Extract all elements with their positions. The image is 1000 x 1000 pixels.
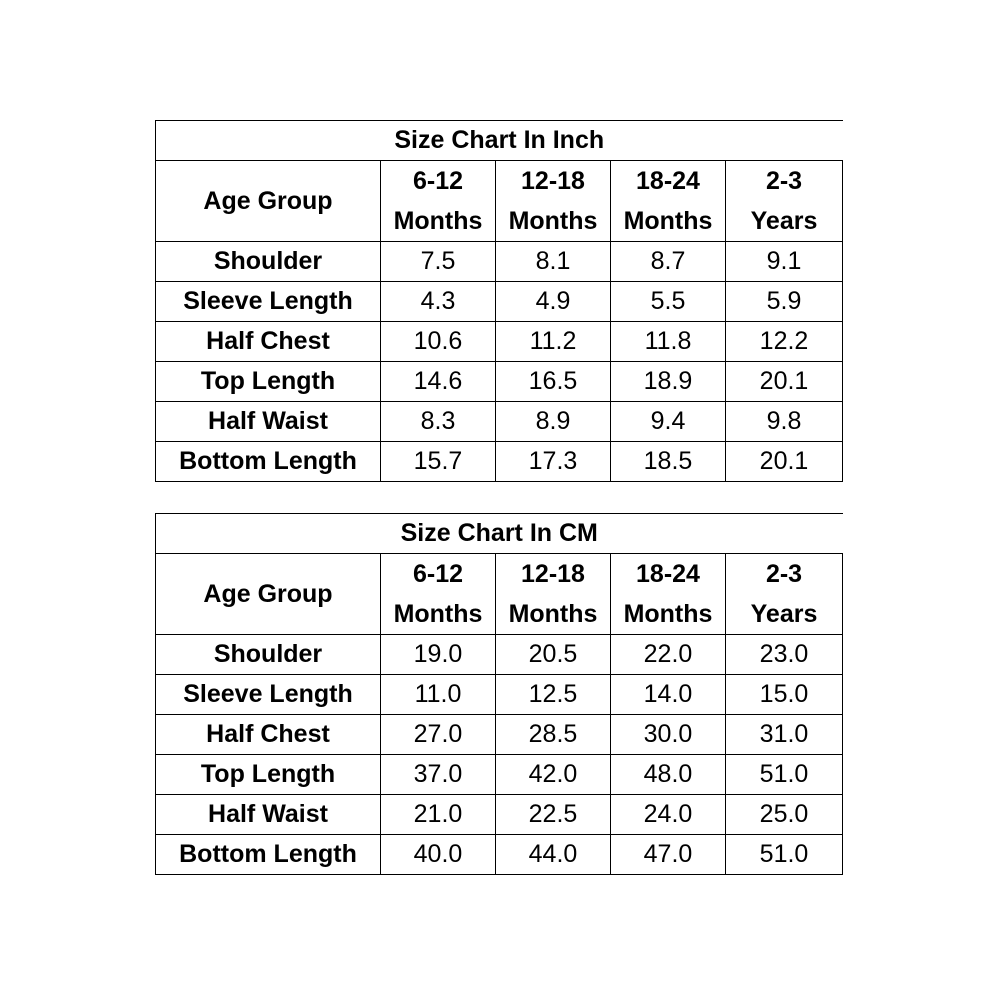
column-header-line1: 2-3 bbox=[765, 167, 803, 195]
table-row bbox=[156, 322, 843, 362]
row-label: Half Chest bbox=[156, 715, 381, 755]
column-header-line2: Months bbox=[623, 207, 713, 235]
table-cell: 9.4 bbox=[611, 402, 726, 442]
table-cell: 22.5 bbox=[496, 795, 611, 835]
table-cell: 23.0 bbox=[726, 635, 843, 675]
table-cell: 21.0 bbox=[381, 795, 496, 835]
table-cell: 28.5 bbox=[496, 715, 611, 755]
table-row bbox=[156, 402, 843, 442]
row-label: Top Length bbox=[156, 362, 381, 402]
row-label: Sleeve Length bbox=[156, 282, 381, 322]
table-cell: 4.9 bbox=[496, 282, 611, 322]
row-label: Half Waist bbox=[156, 402, 381, 442]
table-title: Size Chart In Inch bbox=[156, 121, 843, 161]
column-header-line2: Years bbox=[750, 207, 818, 235]
row-label: Bottom Length bbox=[156, 835, 381, 875]
table-row bbox=[156, 715, 843, 755]
table-cell: 15.0 bbox=[726, 675, 843, 715]
column-header-line2: Months bbox=[508, 207, 598, 235]
table-row bbox=[156, 242, 843, 282]
table-cell: 12.5 bbox=[496, 675, 611, 715]
column-header-line1: 18-24 bbox=[636, 560, 700, 588]
column-header-line1: 2-3 bbox=[765, 560, 803, 588]
table-cell: 24.0 bbox=[611, 795, 726, 835]
table-header-row bbox=[156, 554, 843, 635]
age-group-header: Age Group bbox=[156, 554, 381, 635]
table-row bbox=[156, 795, 843, 835]
table-cell: 25.0 bbox=[726, 795, 843, 835]
table-cell: 9.8 bbox=[726, 402, 843, 442]
size-chart-cm-table bbox=[155, 513, 843, 875]
table-cell: 20.5 bbox=[496, 635, 611, 675]
table-cell: 44.0 bbox=[496, 835, 611, 875]
row-label: Shoulder bbox=[156, 242, 381, 282]
column-header bbox=[496, 554, 611, 635]
column-header-line2: Months bbox=[623, 600, 713, 628]
row-label: Shoulder bbox=[156, 635, 381, 675]
column-header-line1: 12-18 bbox=[521, 560, 585, 588]
table-cell: 9.1 bbox=[726, 242, 843, 282]
table-cell: 16.5 bbox=[496, 362, 611, 402]
column-header-line2: Years bbox=[750, 600, 818, 628]
column-header bbox=[611, 161, 726, 242]
table-cell: 20.1 bbox=[726, 442, 843, 482]
table-cell: 4.3 bbox=[381, 282, 496, 322]
column-header-line2: Months bbox=[393, 207, 483, 235]
table-cell: 8.1 bbox=[496, 242, 611, 282]
table-row bbox=[156, 675, 843, 715]
table-cell: 12.2 bbox=[726, 322, 843, 362]
column-header bbox=[496, 161, 611, 242]
table-cell: 51.0 bbox=[726, 755, 843, 795]
table-header-row bbox=[156, 161, 843, 242]
table-title-row bbox=[156, 121, 843, 161]
table-cell: 22.0 bbox=[611, 635, 726, 675]
table-cell: 47.0 bbox=[611, 835, 726, 875]
table-cell: 20.1 bbox=[726, 362, 843, 402]
table-cell: 37.0 bbox=[381, 755, 496, 795]
table-cell: 18.9 bbox=[611, 362, 726, 402]
row-label: Top Length bbox=[156, 755, 381, 795]
table-row bbox=[156, 362, 843, 402]
table-row bbox=[156, 282, 843, 322]
table-row bbox=[156, 635, 843, 675]
column-header-line1: 12-18 bbox=[521, 167, 585, 195]
column-header-line1: 6-12 bbox=[412, 167, 464, 195]
table-cell: 8.3 bbox=[381, 402, 496, 442]
column-header-line2: Months bbox=[393, 600, 483, 628]
row-label: Half Waist bbox=[156, 795, 381, 835]
table-cell: 14.0 bbox=[611, 675, 726, 715]
age-group-header: Age Group bbox=[156, 161, 381, 242]
size-chart-inch-table bbox=[155, 120, 843, 482]
table-cell: 11.0 bbox=[381, 675, 496, 715]
table-cell: 31.0 bbox=[726, 715, 843, 755]
column-header bbox=[726, 161, 843, 242]
table-cell: 5.9 bbox=[726, 282, 843, 322]
column-header bbox=[611, 554, 726, 635]
table-cell: 5.5 bbox=[611, 282, 726, 322]
table-cell: 17.3 bbox=[496, 442, 611, 482]
row-label: Half Chest bbox=[156, 322, 381, 362]
table-cell: 48.0 bbox=[611, 755, 726, 795]
table-cell: 18.5 bbox=[611, 442, 726, 482]
table-title-row bbox=[156, 514, 843, 554]
column-header-line1: 18-24 bbox=[636, 167, 700, 195]
table-cell: 19.0 bbox=[381, 635, 496, 675]
table-cell: 30.0 bbox=[611, 715, 726, 755]
table-cell: 40.0 bbox=[381, 835, 496, 875]
row-label: Bottom Length bbox=[156, 442, 381, 482]
table-cell: 15.7 bbox=[381, 442, 496, 482]
table-row bbox=[156, 755, 843, 795]
row-label: Sleeve Length bbox=[156, 675, 381, 715]
table-cell: 11.8 bbox=[611, 322, 726, 362]
table-cell: 42.0 bbox=[496, 755, 611, 795]
table-cell: 51.0 bbox=[726, 835, 843, 875]
column-header-line2: Months bbox=[508, 600, 598, 628]
table-cell: 8.9 bbox=[496, 402, 611, 442]
column-header-line1: 6-12 bbox=[412, 560, 464, 588]
table-row bbox=[156, 835, 843, 875]
column-header bbox=[381, 161, 496, 242]
table-cell: 10.6 bbox=[381, 322, 496, 362]
column-header bbox=[381, 554, 496, 635]
table-cell: 27.0 bbox=[381, 715, 496, 755]
table-row bbox=[156, 442, 843, 482]
table-cell: 8.7 bbox=[611, 242, 726, 282]
column-header bbox=[726, 554, 843, 635]
table-title: Size Chart In CM bbox=[156, 514, 843, 554]
table-cell: 7.5 bbox=[381, 242, 496, 282]
table-cell: 11.2 bbox=[496, 322, 611, 362]
table-cell: 14.6 bbox=[381, 362, 496, 402]
